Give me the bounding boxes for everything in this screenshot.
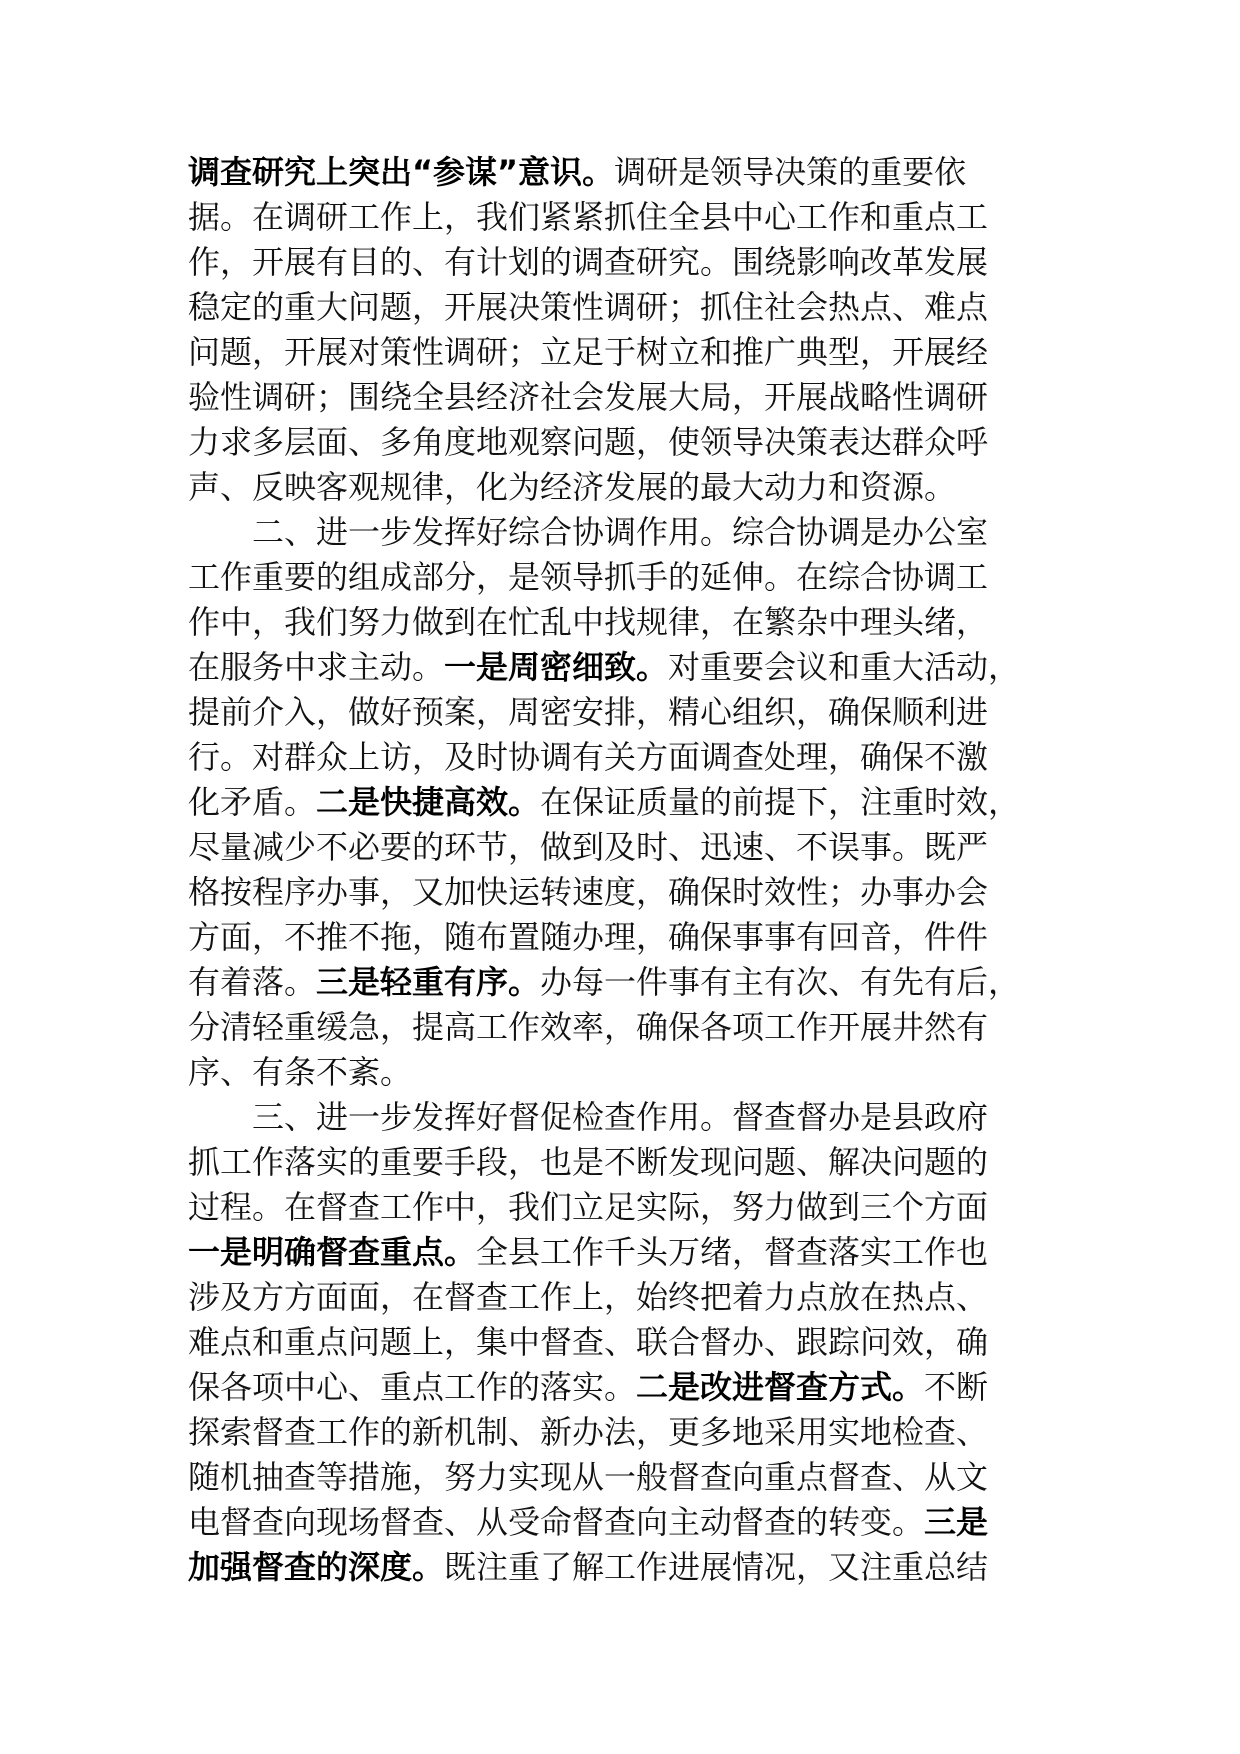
text-run: 方面，不推不拖，随布置随办理，确保事事有回音，件件 <box>188 918 989 956</box>
text-line <box>188 150 1088 195</box>
text-line <box>188 1275 1088 1320</box>
text-line <box>188 465 1088 510</box>
text-line <box>188 780 1088 825</box>
text-line <box>188 1500 1088 1545</box>
text-run: 既注重了解工作进展情况，又注重总结 <box>444 1548 989 1586</box>
bold-heading-run: 一是明确督查重点。 <box>188 1233 477 1271</box>
text-run: 三、进一步发挥好督促检查作用。督查督办是县政府 <box>252 1098 989 1136</box>
text-run: 据。在调研工作上，我们紧紧抓住全县中心工作和重点工 <box>188 198 989 236</box>
text-run: 随机抽查等措施，努力实现从一般督查向重点督查、从文 <box>188 1458 989 1496</box>
text-line <box>188 735 1088 780</box>
text-run: 有着落。 <box>188 963 317 1001</box>
text-line <box>188 510 1088 555</box>
bold-heading-run: 加强督查的深度。 <box>188 1548 445 1586</box>
text-line <box>188 1320 1088 1365</box>
bold-heading-run: 二是改进督查方式。 <box>636 1368 925 1406</box>
text-line <box>188 1365 1088 1410</box>
text-line <box>188 240 1088 285</box>
bold-heading-run: 二是快捷高效。 <box>316 783 541 821</box>
text-line <box>188 690 1088 735</box>
text-run: 尽量减少不必要的环节，做到及时、迅速、不误事。既严 <box>188 828 989 866</box>
text-run: 化矛盾。 <box>188 783 317 821</box>
bold-heading-run: 三是 <box>924 1503 989 1541</box>
text-run: 力求多层面、多角度地观察问题，使领导决策表达群众呼 <box>188 423 989 461</box>
text-line <box>188 960 1088 1005</box>
text-run: 提前介入，做好预案，周密安排，精心组织，确保顺利进 <box>188 693 989 731</box>
text-run: 工作重要的组成部分，是领导抓手的延伸。在综合协调工 <box>188 558 989 596</box>
text-run: 问题，开展对策性调研；立足于树立和推广典型，开展经 <box>188 333 989 371</box>
text-line <box>188 1005 1088 1050</box>
text-line <box>188 195 1088 240</box>
text-line <box>188 1095 1088 1140</box>
text-line <box>188 1545 1088 1590</box>
text-run: 过程。在督查工作中，我们立足实际，努力做到三个方面 <box>188 1188 989 1226</box>
text-run: 探索督查工作的新机制、新办法，更多地采用实地检查、 <box>188 1413 989 1451</box>
text-run: 全县工作千头万绪，督查落实工作也 <box>476 1233 989 1271</box>
text-line <box>188 915 1088 960</box>
text-line <box>188 555 1088 600</box>
text-run: 二、进一步发挥好综合协调作用。综合协调是办公室 <box>252 513 989 551</box>
text-line <box>188 1455 1088 1500</box>
text-line <box>188 420 1088 465</box>
text-line <box>188 600 1088 645</box>
text-run: 不断 <box>924 1368 989 1406</box>
text-line <box>188 330 1088 375</box>
text-run: 电督查向现场督查、从受命督查向主动督查的转变。 <box>188 1503 925 1541</box>
text-run: 在服务中求主动。 <box>188 648 445 686</box>
text-run: 稳定的重大问题，开展决策性调研；抓住社会热点、难点 <box>188 288 989 326</box>
text-run: 在保证质量的前提下，注重时效， <box>540 783 1021 821</box>
text-line <box>188 1230 1088 1275</box>
text-run: 声、反映客观规律，化为经济发展的最大动力和资源。 <box>188 468 957 506</box>
text-run: 作中，我们努力做到在忙乱中找规律，在繁杂中理头绪， <box>188 603 989 641</box>
text-line <box>188 825 1088 870</box>
text-line <box>188 645 1088 690</box>
text-run: 抓工作落实的重要手段，也是不断发现问题、解决问题的 <box>188 1143 989 1181</box>
text-run: 对重要会议和重大活动， <box>668 648 1021 686</box>
body-text <box>188 150 1088 1590</box>
text-run: 行。对群众上访，及时协调有关方面调查处理，确保不激 <box>188 738 989 776</box>
text-line <box>188 1140 1088 1185</box>
text-line <box>188 285 1088 330</box>
text-run: 保各项中心、重点工作的落实。 <box>188 1368 637 1406</box>
text-run: 格按程序办事，又加快运转速度，确保时效性；办事办会 <box>188 873 989 911</box>
text-run: 作，开展有目的、有计划的调查研究。围绕影响改革发展 <box>188 243 989 281</box>
text-line <box>188 1185 1088 1230</box>
text-run: 办每一件事有主有次、有先有后， <box>540 963 1021 1001</box>
text-run: 分清轻重缓急，提高工作效率，确保各项工作开展井然有 <box>188 1008 989 1046</box>
text-line <box>188 375 1088 420</box>
bold-heading-run: 一是周密细致。 <box>444 648 669 686</box>
text-line <box>188 1050 1088 1095</box>
text-line <box>188 1410 1088 1455</box>
text-run: 难点和重点问题上，集中督查、联合督办、跟踪问效，确 <box>188 1323 989 1361</box>
bold-heading-run: 三是轻重有序。 <box>316 963 541 1001</box>
bold-heading-run: 调查研究上突出“参谋”意识。 <box>188 153 615 191</box>
text-run: 涉及方方面面，在督查工作上，始终把着力点放在热点、 <box>188 1278 989 1316</box>
text-line <box>188 870 1088 915</box>
text-run: 调研是领导决策的重要依 <box>614 153 967 191</box>
text-run: 序、有条不紊。 <box>188 1053 413 1091</box>
text-run: 验性调研；围绕全县经济社会发展大局，开展战略性调研 <box>188 378 989 416</box>
